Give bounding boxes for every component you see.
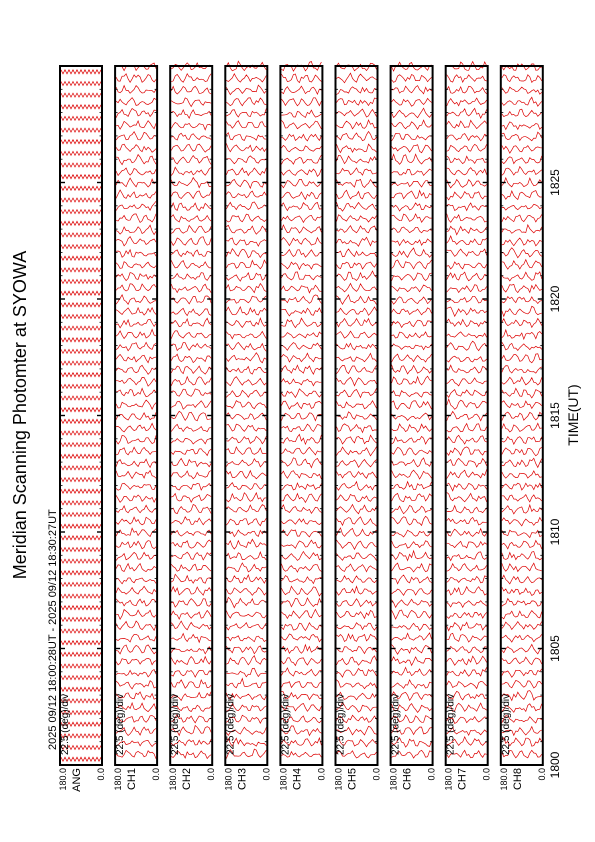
scale-label: 22.5 (deg)/div — [170, 693, 182, 755]
channel-label: CH7 — [456, 768, 469, 791]
chart-title: Meridian Scanning Photomter at SYOWA — [10, 250, 30, 580]
x-tick-label: 1805 — [547, 635, 562, 662]
y-top-label: 180.0 — [223, 768, 234, 791]
channel-label: CH6 — [401, 768, 414, 791]
x-tick-label: 1820 — [547, 285, 562, 313]
scale-label: 22.5 (deg)/div — [500, 693, 512, 755]
y-top-label: 180.0 — [58, 768, 68, 791]
y-bottom-label: 0.0 — [371, 768, 382, 781]
y-top-label: 180.0 — [388, 768, 399, 791]
channel-label: CH2 — [181, 768, 194, 791]
x-tick-label: 1800 — [547, 751, 562, 779]
y-bottom-label: 0.0 — [536, 768, 547, 781]
scale-label: 22.5 (deg)/div — [225, 693, 237, 755]
y-top-label: 180.0 — [333, 768, 344, 791]
channel-label: CH8 — [511, 768, 524, 791]
channel-label: CH4 — [291, 768, 304, 791]
y-top-label: 180.0 — [168, 768, 179, 791]
y-bottom-label: 0.0 — [261, 768, 272, 781]
scale-label: 22.5 (deg)/div — [280, 693, 292, 755]
scale-label: 22.5 (deg)/div — [60, 693, 71, 755]
y-top-label: 180.0 — [113, 768, 124, 791]
scale-label: 22.5 (deg)/div — [115, 693, 127, 755]
channel-label: CH3 — [236, 768, 249, 791]
channel-label: CH5 — [346, 768, 359, 791]
y-top-label: 180.0 — [278, 768, 289, 791]
x-axis-label: TIME(UT) — [565, 384, 581, 446]
y-bottom-label: 0.0 — [426, 768, 437, 781]
scale-label: 22.5 (deg)/div — [445, 693, 457, 755]
x-tick-label: 1810 — [547, 518, 562, 546]
y-bottom-label: 0.0 — [481, 768, 492, 781]
channel-label: ANG — [71, 768, 83, 792]
x-tick-label: 1825 — [547, 169, 562, 196]
y-bottom-label: 0.0 — [96, 768, 106, 781]
scale-label: 22.5 (deg)/div — [390, 693, 402, 755]
y-bottom-label: 0.0 — [151, 768, 162, 781]
y-bottom-label: 0.0 — [316, 768, 327, 781]
y-bottom-label: 0.0 — [206, 768, 217, 781]
y-top-label: 180.0 — [443, 768, 454, 791]
time-range: 2025 09/12 18:00:28UT - 2025 09/12 18:30:27UT — [47, 509, 59, 750]
x-tick-label: 1815 — [547, 402, 562, 429]
channel-label: CH1 — [126, 768, 139, 791]
y-top-label: 180.0 — [498, 768, 509, 791]
scale-label: 22.5 (deg)/div — [335, 693, 347, 755]
